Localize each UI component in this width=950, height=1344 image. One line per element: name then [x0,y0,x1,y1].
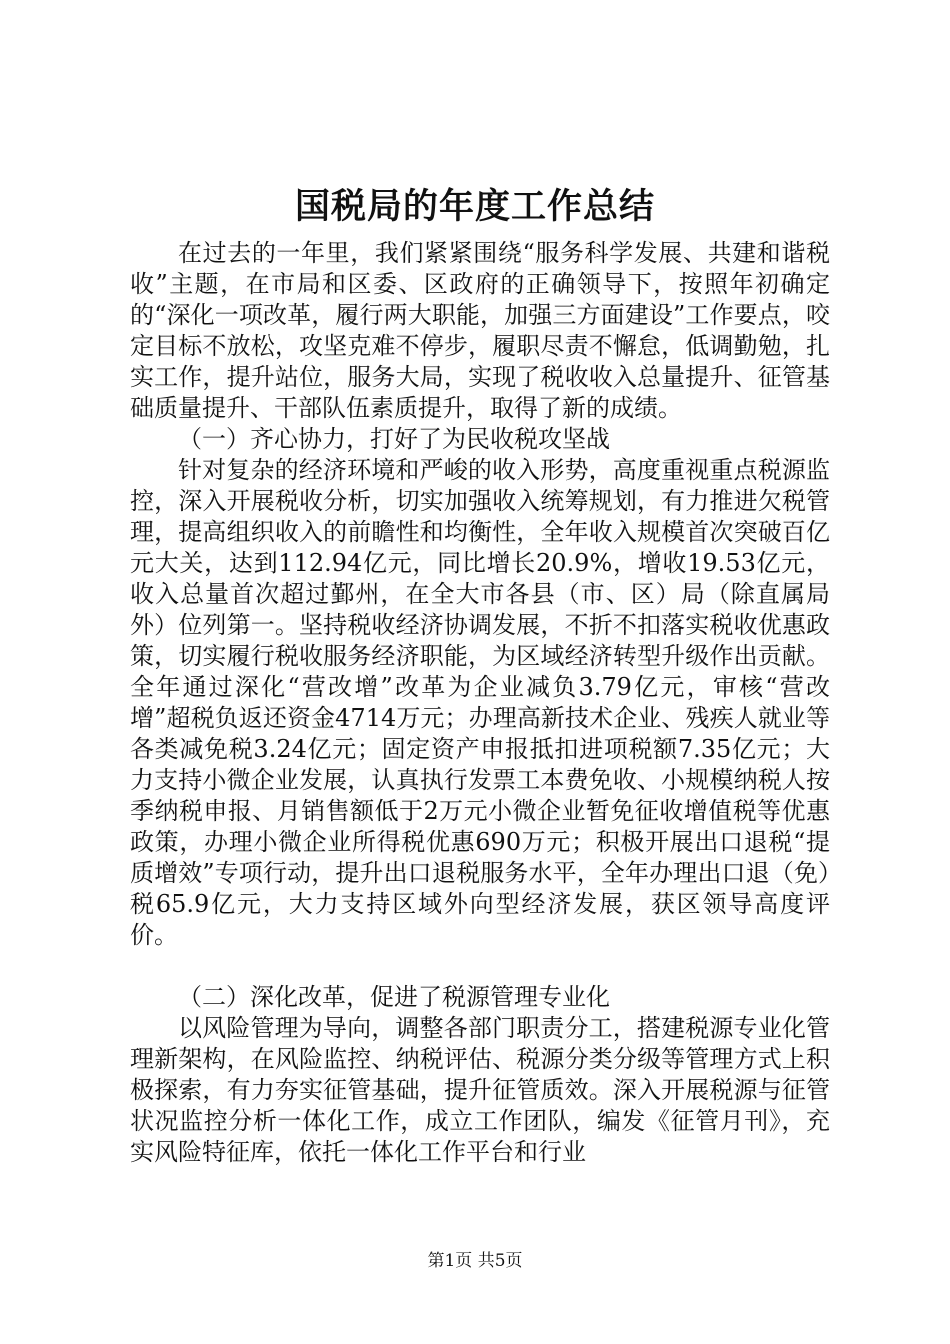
paragraph-intro: 在过去的一年里，我们紧紧围绕“服务科学发展、共建和谐税收”主题，在市局和区委、区政府的正确领导下，按照年初确定的“深化一项改革，履行两大职能，加强三方面建设”工作要点，咬定目标不放松，攻坚克难不停步，履职尽责不懈怠，低调勤勉，扎实工作，提升站位，服务大局，实现了税收收入总量提升、征管基础质量提升、干部队伍素质提升，取得了新的成绩。 [130,239,830,422]
paragraph-gap [130,951,830,982]
page-footer: 第1页 共5页 [427,1251,523,1271]
section-heading-2: （二）深化改革，促进了税源管理专业化 [178,983,610,1011]
document-title: 国税局的年度工作总结 [294,186,655,227]
paragraph-section-1: 针对复杂的经济环境和严峻的收入形势，高度重视重点税源监控，深入开展税收分析，切实加强收入统筹规划，有力推进欠税管理，提高组织收入的前瞻性和均衡性，全年收入规模首次突破百亿元大关，达到112.94亿元，同比增长20.9%，增收19.53亿元，收入总量首次超过鄞州，在全大市各县（市、区）局（除直属局外）位列第一。坚持税收经济协调发展，不折不扣落实税收优惠政策，切实履行税收服务经济职能，为区域经济转型升级作出贡献。全年通过深化“营改增”改革为企业减负3.79亿元，审核“营改增”超税负返还资金4714万元；办理高新技术企业、残疾人就业等各类减免税3.24亿元；固定资产申报抵扣进项税额7.35亿元；大力支持小微企业发展，认真执行发票工本费免收、小规模纳税人按季纳税申报、月销售额低于2万元小微企业暂免征收增值税等优惠政策，办理小微企业所得税优惠690万元；积极开展出口退税“提质增效”专项行动，提升出口退税服务水平，全年办理出口退（免）税65.9亿元，大力支持区域外向型经济发展，获区领导高度评价。 [130,456,830,949]
paragraph-section-2: 以风险管理为导向，调整各部门职责分工，搭建税源专业化管理新架构，在风险监控、纳税评估、税源分类分级等管理方式上积极探索，有力夯实征管基础，提升征管质效。深入开展税源与征管状况监控分析一体化工作，成立工作团队，编发《征管月刊》，充实风险特征库，依托一体化工作平台和行业 [130,1014,830,1166]
document-body [130,238,830,1168]
section-heading-1: （一）齐心协力，打好了为民收税攻坚战 [178,425,610,453]
